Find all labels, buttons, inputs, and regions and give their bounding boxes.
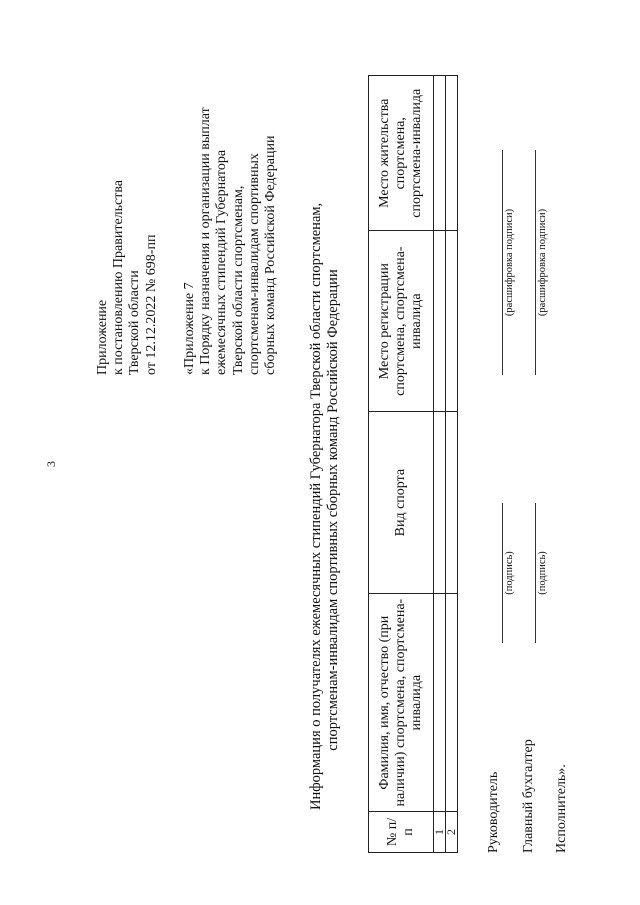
- signature-caption: (подпись): [504, 551, 515, 595]
- document-title: [308, 202, 341, 810]
- table-cell: [446, 76, 458, 232]
- document-title-line: спортсменам-инвалидам спортивных сборных команд Российской Федерации: [324, 269, 341, 751]
- order-appendix-line: сборных команд Российской Федерации: [262, 135, 278, 375]
- table-row: [446, 76, 458, 853]
- table-cell: [434, 231, 446, 411]
- page-number: 3: [44, 461, 58, 467]
- table-cell: [446, 594, 458, 812]
- document-title-line: Информация о получателях ежемесячных стипендий Губернатора Тверской области спортсменам,: [308, 202, 324, 810]
- appendix-header: [95, 180, 160, 375]
- appendix-line: к постановлению Правительства: [111, 179, 127, 375]
- table-header-row: [369, 76, 434, 853]
- name-decoding-caption: (расшифровка подписи): [537, 208, 548, 317]
- signature-caption: (подпись): [537, 551, 548, 595]
- header-registration: Место регистрации спортсмена, спортсмена-инвалида: [369, 231, 434, 411]
- name-decoding-line: [535, 150, 536, 375]
- table-row: [434, 76, 446, 853]
- table-cell: [434, 411, 446, 594]
- order-appendix-header: [182, 107, 279, 375]
- appendix-line: от 12.12.2022 № 698-пп: [143, 234, 159, 375]
- order-appendix-line: ежемесячных стипендий Губернатора: [214, 149, 230, 375]
- order-appendix-line: «Приложение 7: [182, 282, 197, 375]
- header-sport: Вид спорта: [369, 411, 434, 594]
- table-cell: [446, 231, 458, 411]
- name-decoding-caption: (расшифровка подписи): [504, 208, 515, 317]
- order-appendix-line: Тверской области спортсменам,: [230, 185, 246, 375]
- order-appendix-line: спортсменам-инвалидам спортивных: [246, 153, 262, 375]
- table-cell: 2: [446, 811, 458, 852]
- table-cell: [446, 411, 458, 594]
- signature-label-head: Руководитель: [486, 771, 501, 853]
- table-cell: [434, 76, 446, 232]
- header-full-name: Фамилия, имя, отчество (при наличии) спортсмена, спортсмена-инвалида: [369, 594, 434, 812]
- signature-line: [535, 503, 536, 643]
- header-number: № п/п: [369, 811, 434, 852]
- name-decoding-line: [502, 150, 503, 375]
- header-residence: Место жительства спортсмена, спортсмена-инвалида: [369, 76, 434, 232]
- recipients-table: [368, 75, 458, 853]
- table-cell: 1: [434, 811, 446, 852]
- appendix-line: Тверской области: [127, 270, 143, 375]
- signature-label-chief-accountant: Главный бухгалтер: [521, 739, 536, 853]
- table-cell: [434, 594, 446, 812]
- executor-label: Исполнитель».: [554, 764, 569, 853]
- order-appendix-line: к Порядку назначения и организации выплат: [198, 107, 214, 375]
- signature-line: [502, 503, 503, 643]
- appendix-line: Приложение: [95, 299, 110, 375]
